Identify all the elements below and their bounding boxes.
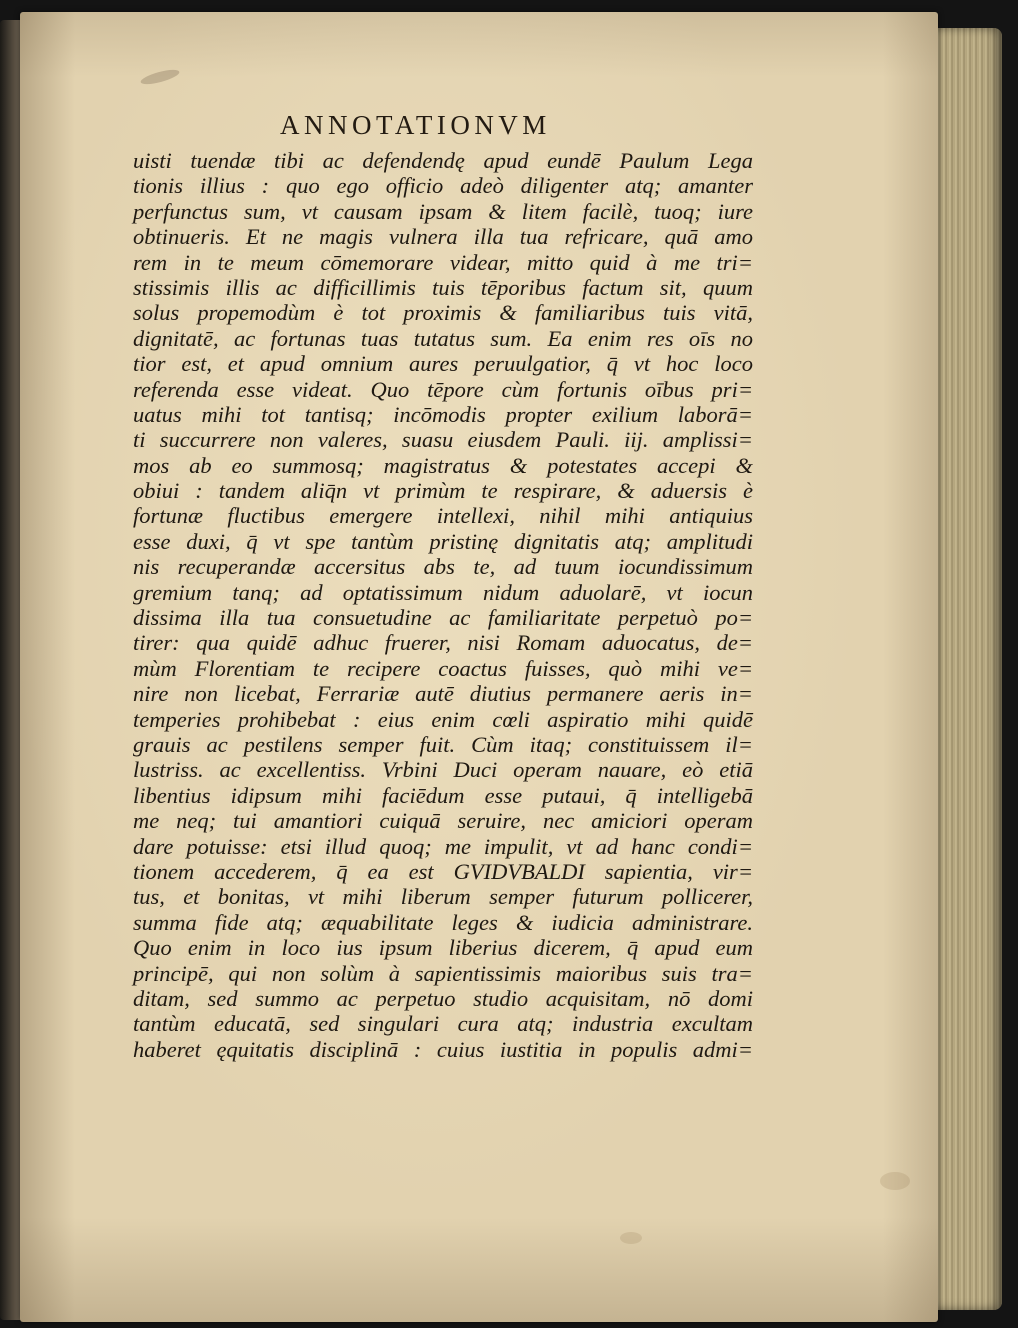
text-line: rem in te meum cōmemorare videar, mitto quid à me tri= bbox=[133, 249, 753, 275]
text-line: dissima illa tua consuetudine ac familiaritate perpetuò po= bbox=[133, 605, 753, 631]
body-text bbox=[133, 148, 753, 1062]
text-line: Quo enim in loco ius ipsum liberius dicerem, q̄ apud eum bbox=[133, 935, 753, 961]
text-line: dare potuisse: etsi illud quoq; me impulit, vt ad hanc condi= bbox=[133, 833, 753, 859]
text-line: tus, et bonitas, vt mihi liberum semper futurum pollicerer, bbox=[133, 884, 753, 910]
book-fore-edge bbox=[930, 28, 1002, 1310]
text-line: grauis ac pestilens semper fuit. Cùm itaq; constituissem il= bbox=[133, 731, 753, 757]
text-line: mos ab eo summosq; magistratus & potestates accepi & bbox=[133, 452, 753, 478]
text-line: ti succurrere non valeres, suasu eiusdem Pauli. iij. amplissi= bbox=[133, 427, 753, 453]
text-line: gremium tanq; ad optatissimum nidum aduolarē, vt iocun bbox=[133, 579, 753, 605]
page-mark bbox=[139, 67, 180, 87]
text-line: nire non licebat, Ferrariæ autē diutius permanere aeris in= bbox=[133, 681, 753, 707]
text-line: tionis illius : quo ego officio adeò diligenter atq; amanter bbox=[133, 173, 753, 199]
text-line: dignitatē, ac fortunas tuas tutatus sum. Ea enim res oīs no bbox=[133, 325, 753, 351]
text-line: obtinueris. Et ne magis vulnera illa tua refricare, quā amo bbox=[133, 224, 753, 250]
text-line: me neq; tui amantiori cuiquā seruire, nec amiciori operam bbox=[133, 808, 753, 834]
text-line: tirer: qua quidē adhuc fruerer, nisi Romam aduocatus, de= bbox=[133, 630, 753, 656]
text-line: temperies prohibebat : eius enim cœli aspiratio mihi quidē bbox=[133, 706, 753, 732]
text-line: perfunctus sum, vt causam ipsam & litem facilè, tuoq; iure bbox=[133, 198, 753, 224]
text-line: haberet ęquitatis disciplinā : cuius iustitia in populis admi= bbox=[133, 1036, 753, 1062]
text-line: tionem accederem, q̄ ea est GVIDVBALDI sapientia, vir= bbox=[133, 858, 753, 884]
text-line: principē, qui non solùm à sapientissimis maioribus suis tra= bbox=[133, 960, 753, 986]
text-line: ditam, sed summo ac perpetuo studio acquisitam, nō domi bbox=[133, 985, 753, 1011]
text-line: solus propemodùm è tot proximis & familiaribus tuis vitā, bbox=[133, 300, 753, 326]
text-line: uatus mihi tot tantisq; incōmodis propter exilium laborā= bbox=[133, 401, 753, 427]
text-line: referenda esse videat. Quo tēpore cùm fortunis oībus pri= bbox=[133, 376, 753, 402]
text-line: mùm Florentiam te recipere coactus fuisses, quò mihi ve= bbox=[133, 655, 753, 681]
text-line: nis recuperandæ accersitus abs te, ad tuum iocundissimum bbox=[133, 554, 753, 580]
text-line: obiui : tandem aliq̄n vt primùm te respirare, & aduersis è bbox=[133, 478, 753, 504]
text-line: lustriss. ac excellentiss. Vrbini Duci operam nauare, eò etiā bbox=[133, 757, 753, 783]
text-line: fortunæ fluctibus emergere intellexi, nihil mihi antiquius bbox=[133, 503, 753, 529]
running-head: ANNOTATIONVM bbox=[280, 110, 551, 140]
page-stain bbox=[620, 1232, 642, 1244]
text-line: esse duxi, q̄ vt spe tantùm pristinę dignitatis atq; amplitudi bbox=[133, 528, 753, 554]
book-page bbox=[20, 12, 938, 1322]
text-line: tantùm educatā, sed singulari cura atq; industria excultam bbox=[133, 1011, 753, 1037]
text-line: tior est, et apud omnium aures peruulgatior, q̄ vt hoc loco bbox=[133, 351, 753, 377]
page-stain bbox=[880, 1172, 910, 1190]
text-line: uisti tuendæ tibi ac defendendę apud eundē Paulum Lega bbox=[133, 148, 753, 173]
text-line: stissimis illis ac difficillimis tuis tēporibus factum sit, quum bbox=[133, 274, 753, 300]
text-line: summa fide atq; æquabilitate leges & iudicia administrare. bbox=[133, 909, 753, 935]
text-line: libentius idipsum mihi faciēdum esse putaui, q̄ intelligebā bbox=[133, 782, 753, 808]
